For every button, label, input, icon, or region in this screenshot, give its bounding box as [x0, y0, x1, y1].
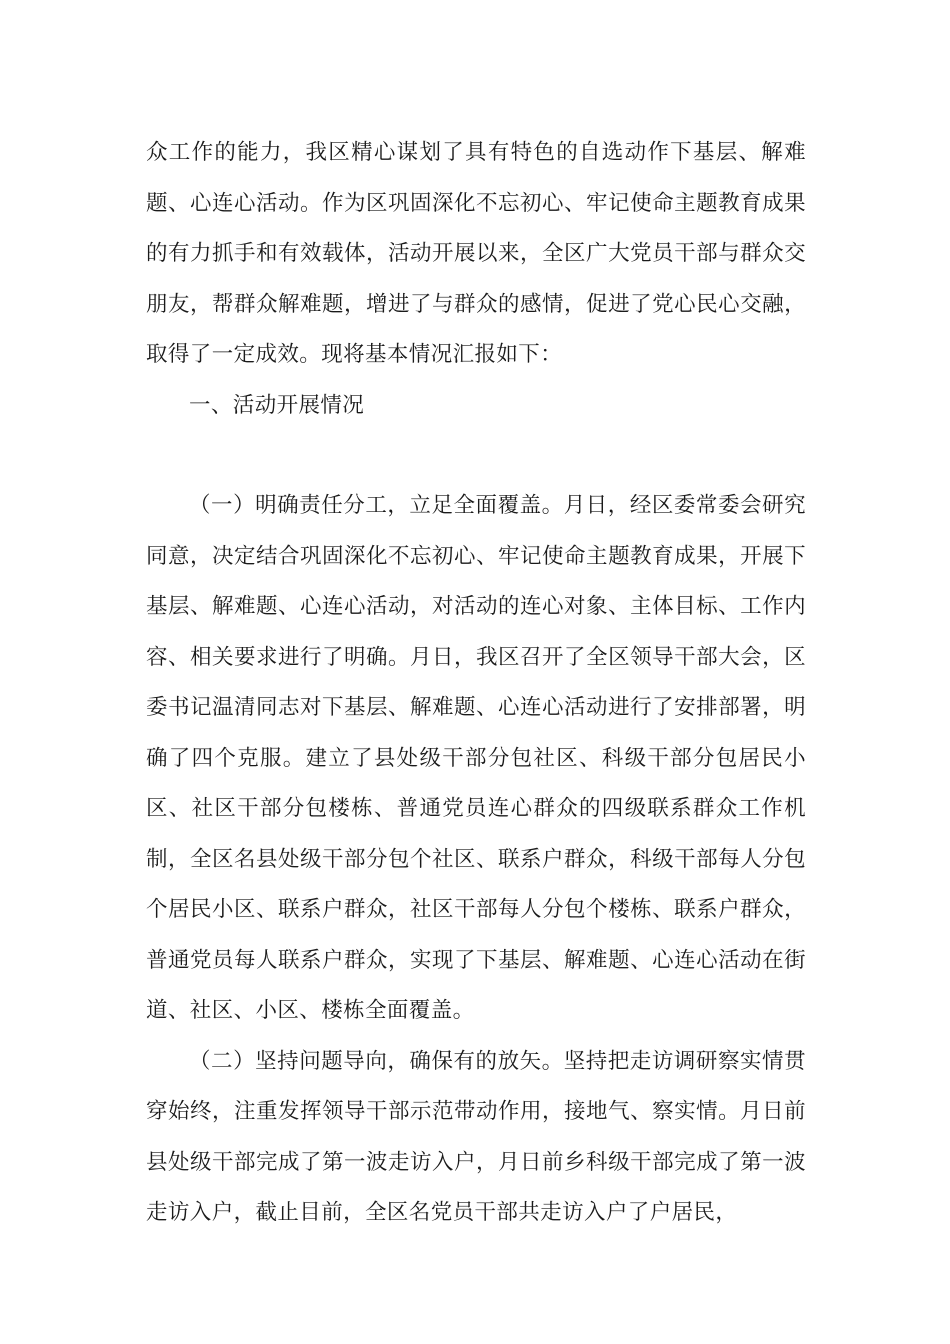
- paragraph-spacer: [146, 431, 806, 481]
- section-heading: 一、活动开展情况: [189, 392, 365, 418]
- document-body: [146, 128, 806, 1239]
- paragraph-responsibility: （一）明确责任分工，立足全面覆盖。月日，经区委常委会研究同意，决定结合巩固深化不忘初心、牢记使命主题教育成果，开展下基层、解难题、心连心活动，对活动的连心对象、主体目标、工作内容、相关要求进行了明确。月日，我区召开了全区领导干部大会，区委书记温清同志对下基层、解难题、心连心活动进行了安排部署，明确了四个克服。建立了县处级干部分包社区、科级干部分包居民小区、社区干部分包楼栋、普通党员连心群众的四级联系群众工作机制，全区名县处级干部分包个社区、联系户群众，科级干部每人分包个居民小区、联系户群众，社区干部每人分包个楼栋、联系户群众，普通党员每人联系户群众，实现了下基层、解难题、心连心活动在街道、社区、小区、楼栋全面覆盖。: [146, 493, 806, 1023]
- intro-paragraph: 众工作的能力，我区精心谋划了具有特色的自选动作下基层、解难题、心连心活动。作为区巩固深化不忘初心、牢记使命主题教育成果的有力抓手和有效载体，活动开展以来，全区广大党员干部与群众交朋友，帮群众解难题，增进了与群众的感情，促进了党心民心交融，取得了一定成效。现将基本情况汇报如下：: [146, 140, 806, 367]
- paragraph-problem-oriented: （二）坚持问题导向，确保有的放矢。坚持把走访调研察实情贯穿始终，注重发挥领导干部示范带动作用，接地气、察实情。月日前县处级干部完成了第一波走访入户，月日前乡科级干部完成了第一波走访入户，截止目前，全区名党员干部共走访入户了户居民，: [146, 1048, 806, 1225]
